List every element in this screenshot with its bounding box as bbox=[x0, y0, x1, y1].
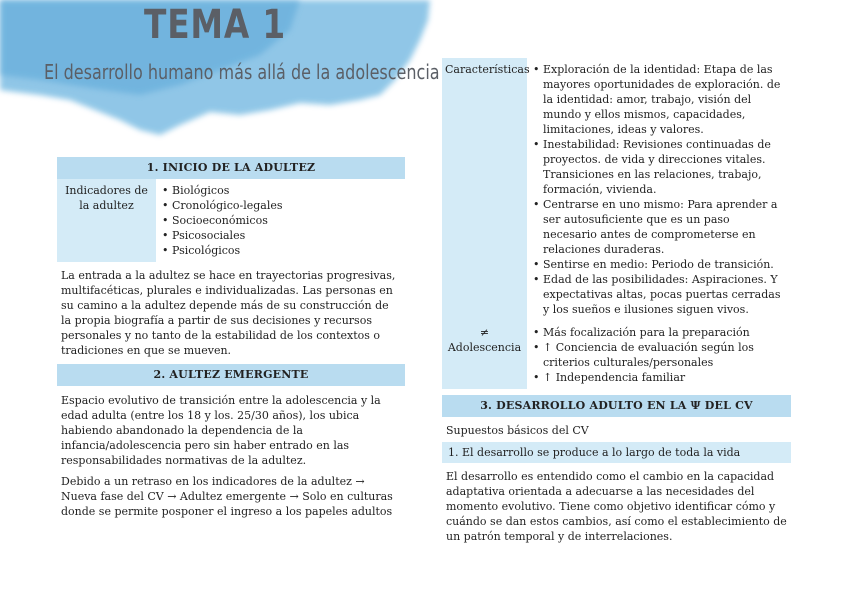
indicators-list bbox=[162, 183, 401, 258]
list-item: • Psicológicos bbox=[162, 243, 401, 258]
difference-table bbox=[442, 321, 791, 389]
section-2-heading: 2. AULTEZ EMERGENTE bbox=[57, 364, 405, 386]
list-item: • Inestabilidad: Revisiones continuadas de proyectos. de vida y direcciones vitales. Transiciones en las relaciones, trabajo, formación, vivienda. bbox=[533, 137, 787, 197]
list-item: • Edad de las posibilidades: Aspiraciones. Y expectativas altas, pocas puertas cerradas y los sueños e ilusiones siguen vivos. bbox=[533, 272, 787, 317]
characteristics-list-cell bbox=[527, 58, 791, 321]
section-3-subheading: Supuestos básicos del CV bbox=[446, 424, 589, 437]
indicators-label: Indicadores de la adultez bbox=[57, 179, 156, 262]
list-item: • ↑ Conciencia de evaluación según los criterios culturales/personales bbox=[533, 340, 787, 370]
numbered-item-1: 1. El desarrollo se produce a lo largo de toda la vida bbox=[442, 442, 791, 463]
section-2-paragraph-1: Espacio evolutivo de transición entre la adolescencia y la edad adulta (entre los 18 y los. 25/30 años), los ubica habiendo abandonado la dependencia de la infancia/adolescencia pero sin haber entrado en las responsabilidades normativas de la adultez. bbox=[61, 394, 381, 467]
indicators-list-cell bbox=[156, 179, 405, 262]
right-column bbox=[442, 58, 791, 544]
list-item: • Sentirse en medio: Periodo de transición. bbox=[533, 257, 787, 272]
characteristics-table bbox=[442, 58, 791, 321]
page-title: TEMA 1 bbox=[144, 2, 286, 48]
list-item: • Centrarse en uno mismo: Para aprender a ser autosuficiente que es un paso necesario antes de comprometerse en relaciones duraderas. bbox=[533, 197, 787, 257]
section-1-heading: 1. INICIO DE LA ADULTEZ bbox=[57, 157, 405, 179]
section-2-paragraph-2: Debido a un retraso en los indicadores de la adultez → Nueva fase del CV → Adultez emergente → Solo en culturas donde se permite posponer el ingreso a los papeles adultos bbox=[61, 475, 393, 518]
list-item: • Exploración de la identidad: Etapa de las mayores oportunidades de exploración. de la identidad: amor, trabajo, visión del mundo y ellos mismos, capacidades, limitaciones, ideas y valores. bbox=[533, 62, 787, 137]
list-item: • Cronológico-legales bbox=[162, 198, 401, 213]
section-3-heading: 3. DESARROLLO ADULTO EN LA Ψ DEL CV bbox=[442, 395, 791, 417]
characteristics-label: Características bbox=[442, 58, 527, 321]
characteristics-list bbox=[533, 62, 787, 317]
difference-label: ≠ Adolescencia bbox=[442, 321, 527, 389]
difference-list-cell bbox=[527, 321, 791, 389]
list-item: • Socioeconómicos bbox=[162, 213, 401, 228]
indicators-table bbox=[57, 179, 405, 262]
section-3-paragraph: El desarrollo es entendido como el cambio en la capacidad adaptativa orientada a adecuarse a las necesidades del momento evolutivo. Tiene como objetivo identificar cómo y cuándo se dan estos cambios, así como el establecimiento de un patrón temporal y de interrelaciones. bbox=[446, 470, 787, 543]
list-item: • Más focalización para la preparación bbox=[533, 325, 787, 340]
left-column bbox=[57, 157, 405, 519]
page-subtitle: El desarrollo humano más allá de la adolescencia bbox=[44, 60, 440, 84]
list-item: • ↑ Independencia familiar bbox=[533, 370, 787, 385]
difference-list bbox=[533, 325, 787, 385]
list-item: • Psicosociales bbox=[162, 228, 401, 243]
list-item: • Biológicos bbox=[162, 183, 401, 198]
section-1-paragraph: La entrada a la adultez se hace en trayectorias progresivas, multifacéticas, plurales e individualizadas. Las personas en su camino a la adultez depende más de su construcción de la propia biografía a partir de sus decisiones y recursos personales y no tanto de la estabilidad de los contextos o tradiciones en que se mueven. bbox=[61, 269, 396, 357]
